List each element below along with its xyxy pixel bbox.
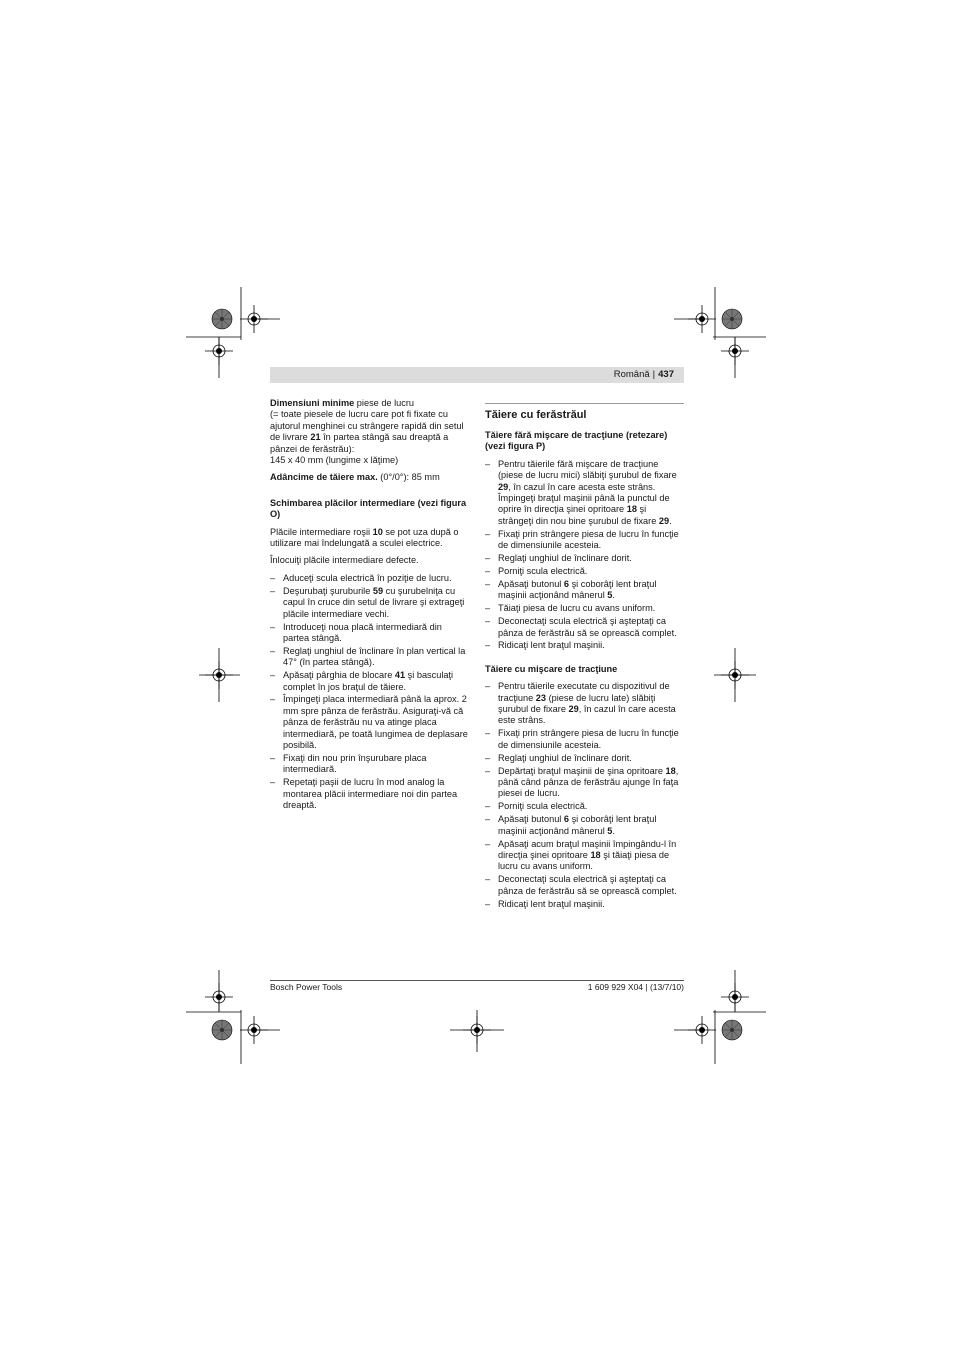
text: Apăsaţi butonul	[498, 814, 564, 825]
list-item: – Fixaţi din nou prin înşurubare placa intermediară.	[270, 753, 468, 776]
insert-plates-heading: Schimbarea plăcilor intermediare (vezi figura O)	[270, 497, 467, 520]
list-item: – Împingeţi placa intermediară până la aprox. 2 mm spre pânza de ferăstrău. Asiguraţi-vă că pânza de ferăstrău nu va atinge placa intermediară, pe toată lungimea de deplasare posibilă.	[270, 694, 468, 751]
max-depth-paragraph	[270, 472, 468, 483]
list-item	[485, 839, 683, 873]
min-dims-text: piese de lucru	[354, 398, 415, 408]
part-ref: 18	[626, 504, 637, 515]
pull-steps-list	[485, 681, 683, 910]
part-ref: 18	[590, 849, 601, 860]
part-ref: 18	[665, 765, 676, 776]
text: Plăcile intermediare roşii	[270, 526, 373, 537]
text: Pentru tăierile fără mişcare de tracţiune (piese de lucru mici) slăbiţi şurubul de fixare	[498, 458, 677, 481]
min-dims-label: Dimensiuni minime	[270, 398, 355, 408]
min-dims-text: (= toate piesele de lucru care pot fi fixate cu ajutorul menghinei cu strângere rapidă din setul de livrare	[270, 409, 464, 443]
list-item: – Porniţi scula electrică.	[485, 801, 683, 812]
list-item: – Reglaţi unghiul de înclinare dorit.	[485, 553, 683, 564]
text: , în cazul în care acesta este strâns.	[498, 704, 676, 726]
left-column	[270, 398, 468, 820]
part-ref: 6	[563, 578, 570, 589]
text: .	[612, 825, 615, 836]
page-header	[270, 367, 684, 383]
footer-brand: Bosch Power Tools	[270, 982, 343, 992]
list-item	[270, 670, 468, 693]
part-ref: 10	[372, 526, 383, 537]
text: Depărtaţi braţul maşinii de şina opritoare	[498, 765, 666, 776]
crosshair-icon	[240, 1016, 268, 1044]
text: (piese de lucru late) slăbiţi şurubul de fixare	[498, 692, 656, 715]
no-pull-heading: Tăiere fără mişcare de tracţiune (retezare) (vezi figura P)	[485, 430, 668, 452]
insert-p2: Înlocuiţi plăcile intermediare defecte.	[270, 555, 419, 566]
part-ref: 29	[568, 704, 579, 715]
footer-divider	[270, 980, 684, 981]
list-item: – Reglaţi unghiul de înclinare dorit.	[485, 753, 683, 764]
part-ref: 29	[658, 515, 670, 526]
crosshair-icon	[721, 983, 749, 1011]
text: cu şurubelniţa cu capul în cruce din setul de livrare şi extrageţi plăcile intermediare vechi.	[283, 585, 465, 619]
list-item: – Porniţi scula electrică.	[485, 566, 683, 577]
list-item: – Tăiaţi piesa de lucru cu avans uniform.	[485, 603, 683, 614]
part-ref: 41	[394, 670, 406, 681]
text: Apăsaţi butonul	[498, 578, 564, 589]
text: Pentru tăierile executate cu dispozitivul de tracţiune	[498, 681, 670, 703]
header-separator: |	[652, 369, 656, 380]
min-dims-value: 145 x 40 mm (lungime x lăţime)	[270, 455, 399, 466]
crosshair-icon	[205, 983, 233, 1011]
text: , până când pânza de ferăstrău ajunge în faţa piesei de lucru.	[498, 765, 679, 799]
max-depth-value: (0°/0°): 85 mm	[377, 472, 440, 483]
no-pull-steps-list	[485, 459, 683, 652]
page-number: 437	[658, 369, 674, 380]
list-item	[485, 766, 683, 800]
list-item	[485, 681, 683, 727]
list-item	[485, 814, 683, 837]
text: , în cazul în care acesta este strâns. Împingeţi braţul maşinii până la punctul de oprire în direcţia şinei opritoare	[498, 481, 670, 515]
list-item: – Ridicaţi lent braţul maşinii.	[485, 899, 683, 910]
list-item	[270, 586, 468, 620]
insert-p1	[270, 527, 468, 550]
min-dims-text: în partea stângă sau dreaptă a pânzei de ferăstrău):	[270, 432, 449, 454]
text: Apăsaţi pârghia de blocare	[283, 670, 395, 681]
color-target-icon	[212, 309, 232, 329]
text: şi strângeţi din nou bine şurubul de fixare	[498, 504, 659, 526]
text: Apăsaţi acum braţul maşinii împingându-l în direcţia şinei opritoare	[498, 838, 677, 860]
list-item: – Deconectaţi scula electrică şi aşteptaţi ca pânza de ferăstrău să se oprească complet.	[485, 616, 683, 639]
part-ref: 23	[535, 692, 547, 703]
part-ref: 29	[498, 481, 509, 492]
pull-heading: Tăiere cu mişcare de tracţiune	[485, 663, 618, 674]
max-depth-label: Adâncime de tăiere max.	[270, 472, 378, 483]
color-target-icon	[212, 1020, 232, 1040]
text: şi coborâţi lent braţul maşinii acţionând mânerul	[498, 814, 657, 836]
list-item: – Introduceţi noua placă intermediară din partea stângă.	[270, 622, 468, 645]
min-dimensions-paragraph	[270, 398, 468, 466]
section-divider	[485, 403, 684, 404]
color-target-icon	[722, 1020, 742, 1040]
list-item: – Aduceţi scula electrică în poziţie de lucru.	[270, 573, 468, 584]
text: şi coborâţi lent braţul maşinii acţionând mânerul	[498, 578, 657, 601]
part-ref: 59	[372, 585, 384, 596]
crosshair-icon	[688, 305, 716, 333]
crosshair-icon	[688, 1016, 716, 1044]
crosshair-icon	[721, 337, 749, 365]
list-item	[485, 579, 683, 602]
header-language: Română	[613, 369, 650, 380]
part-ref: 5	[607, 590, 613, 601]
text: se pot uza după o utilizare mai îndelungată a sculei electrice.	[270, 526, 459, 549]
list-item: – Repetaţi paşii de lucru în mod analog la montarea plăcii intermediare noi din partea dreaptă.	[270, 777, 468, 811]
insert-steps-list	[270, 573, 468, 812]
part-ref: 5	[607, 825, 613, 836]
list-item	[485, 459, 683, 527]
crosshair-icon	[205, 337, 233, 365]
right-column	[485, 398, 683, 918]
crosshair-icon	[205, 661, 233, 689]
list-item: – Reglaţi unghiul de înclinare în plan vertical la 47° (în partea stângă).	[270, 646, 468, 669]
section-title: Tăiere cu ferăstrăul	[485, 409, 587, 421]
footer-doc-id: 1 609 929 X04 | (13/7/10)	[587, 982, 684, 992]
crosshair-icon	[463, 1016, 491, 1044]
text: .	[669, 515, 672, 526]
color-target-icon	[722, 309, 742, 329]
part-ref: 6	[563, 814, 570, 825]
crosshair-icon	[240, 305, 268, 333]
part-ref: 21	[310, 432, 321, 443]
header-text	[614, 367, 674, 383]
list-item: – Fixaţi prin strângere piesa de lucru în funcţie de dimensiunile acesteia.	[485, 728, 683, 751]
list-item: – Deconectaţi scula electrică şi aşteptaţi ca pânza de ferăstrău să se oprească complet.	[485, 874, 683, 897]
text: şi basculaţi complet în jos braţul de tăiere.	[283, 670, 454, 692]
text: .	[612, 590, 615, 601]
list-item: – Fixaţi prin strângere piesa de lucru în funcţie de dimensiunile acesteia.	[485, 529, 683, 552]
text: Deşurubaţi şuruburile	[283, 585, 373, 596]
text: şi tăiaţi piesa de lucru cu avans uniform.	[498, 849, 670, 872]
crosshair-icon	[721, 661, 749, 689]
list-item: – Ridicaţi lent braţul maşinii.	[485, 640, 683, 651]
